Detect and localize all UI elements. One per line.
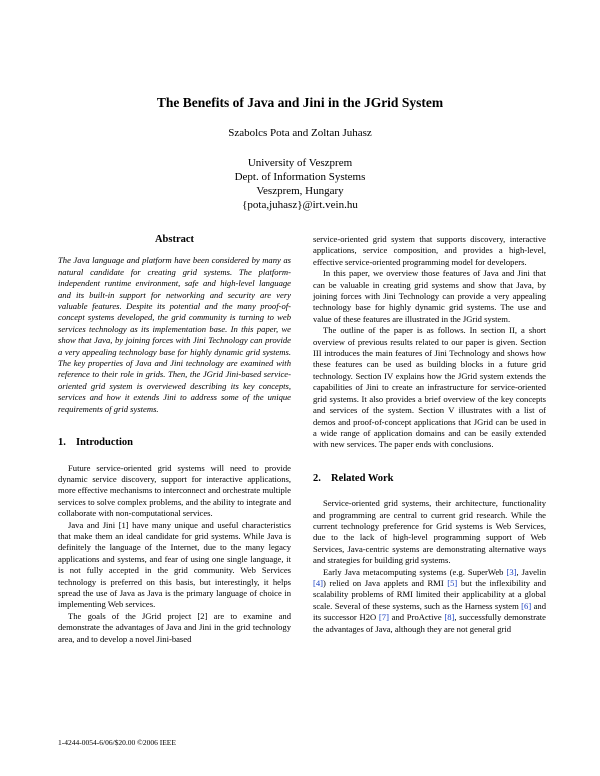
paragraph: The outline of the paper is as follows. In section II, a short overview of previous results related to our paper is given. Section III introduces the main features of Jini Technology and shows how these features can be used as building blocks in a future grid technology. Section IV explains how the JGrid system extends the capabilities of Jini to create an infrastructure for service-oriented grid systems. It also provides a brief overview of the key concepts and services of the system. Section V illustrates with a list of demos and proof-of-concept applications that JGrid can be used in a wide range of application domains and can be easily extended with new services. The paper ends with conclusions. [313,325,546,450]
citation-link[interactable]: [7] [378,612,389,623]
citation-link[interactable]: [4] [313,577,324,588]
right-column [313,234,546,635]
paragraph: service-oriented grid system that supports discovery, interactive applications, service composition, and provides a high-level, effective service-oriented programming model for developers. [313,234,546,267]
section-title: Introduction [76,437,133,449]
paragraph: Early Java metacomputing systems (e.g. SuperWeb [3], Javelin [4]) relied on Java applets and RMI [5] but the inflexibility and scalability problems of RMI limited their applicability at a global scale. Several of these systems, such as the Harness system [6] and its successor H2O [7] and ProActive [8], successfully demonstrate the advantages of Java, although they are not general grid [313,566,546,634]
affiliation-department: Dept. of Information Systems [234,171,366,183]
citation-link[interactable]: [8] [444,612,455,623]
left-column [58,234,291,645]
section-number: 2. [313,472,321,484]
paragraph: In this paper, we overview those features of Java and Jini that can be valuable in creating grid systems and show that Java, by joining forces with Jini Technology can provide a very appealing technology base for highly dynamic grid systems. The use and value of these features are illustrated in the JGrid system. [313,268,546,324]
section-title: Related Work [331,472,394,484]
affiliation-university: University of Veszprem [247,157,353,169]
affiliation-email: {pota,juhasz}@irt.vein.hu [242,199,358,211]
abstract-text: The Java language and platform have been considered by many as natural candidate for creating grid systems. The platform-independent runtime environment, safe and high-level language and its built-in support for networking and security are very valuable features. Despite its potential and the many proof-of-concept systems developed, the grid community is turning to web services technology as its implementation base. In this paper, we show that Java, by joining forces with Jini Technology can provide a very appealing technology base for highly dynamic grid systems. The key properties of Java and Jini technology are examined with reference to their role in grids. Then, the JGrid Jini-based service-oriented grid system is overviewed describing its key concepts, services and how it extends Jini to address some of the unique requirements of grid systems. [58,255,291,414]
abstract [58,255,291,415]
paragraph: Java and Jini [1] have many unique and useful characteristics that make them an ideal candidate for grid systems. While Java is definitely the language of the Internet, due to the many legacy applications and systems, and fear of using one single language, it is not fully accepted in the grid community. Web Services technology is preferred on this basis, but interestingly, it helps spread the use of Java as Java is the primary language of choice in implementing Web services. [58,519,291,610]
paper-title: The Benefits of Java and Jini in the JGrid System [156,95,444,110]
copyright-footer: 1-4244-0054-6/06/$20.00 ©2006 IEEE [58,738,176,747]
section-heading-introduction [58,437,291,448]
section-heading-related-work [313,473,546,484]
paragraph: Service-oriented grid systems, their architecture, functionality and programming are central to current grid research. While the current technology preference for Grid systems is Web Services, due to the lack of high-level programming support of Web Services, Java-centric systems are demonstrating alternative ways and strategies for building grid systems. [313,498,546,566]
citation-link[interactable]: [5] [447,577,458,588]
paragraph: The goals of the JGrid project [2] are to examine and demonstrate the advantages of Java and Jini in the grid technology area, and to develop a novel Jini-based [58,610,291,644]
abstract-heading: Abstract [154,234,195,245]
affiliation-city: Veszprem, Hungary [256,185,344,197]
citation-link[interactable]: [6] [521,600,532,611]
paper-authors: Szabolcs Pota and Zoltan Juhasz [228,127,372,139]
citation-link[interactable]: [3] [506,566,517,577]
affiliation-block [0,156,600,212]
section-number: 1. [58,437,66,449]
paragraph: Future service-oriented grid systems will need to provide dynamic service discovery, support for interactive applications, more effective mechanisms to interconnect and orchestrate multiple services to solve complex problems, and the ability to integrate and collaborate with non-computational services. [58,462,291,519]
